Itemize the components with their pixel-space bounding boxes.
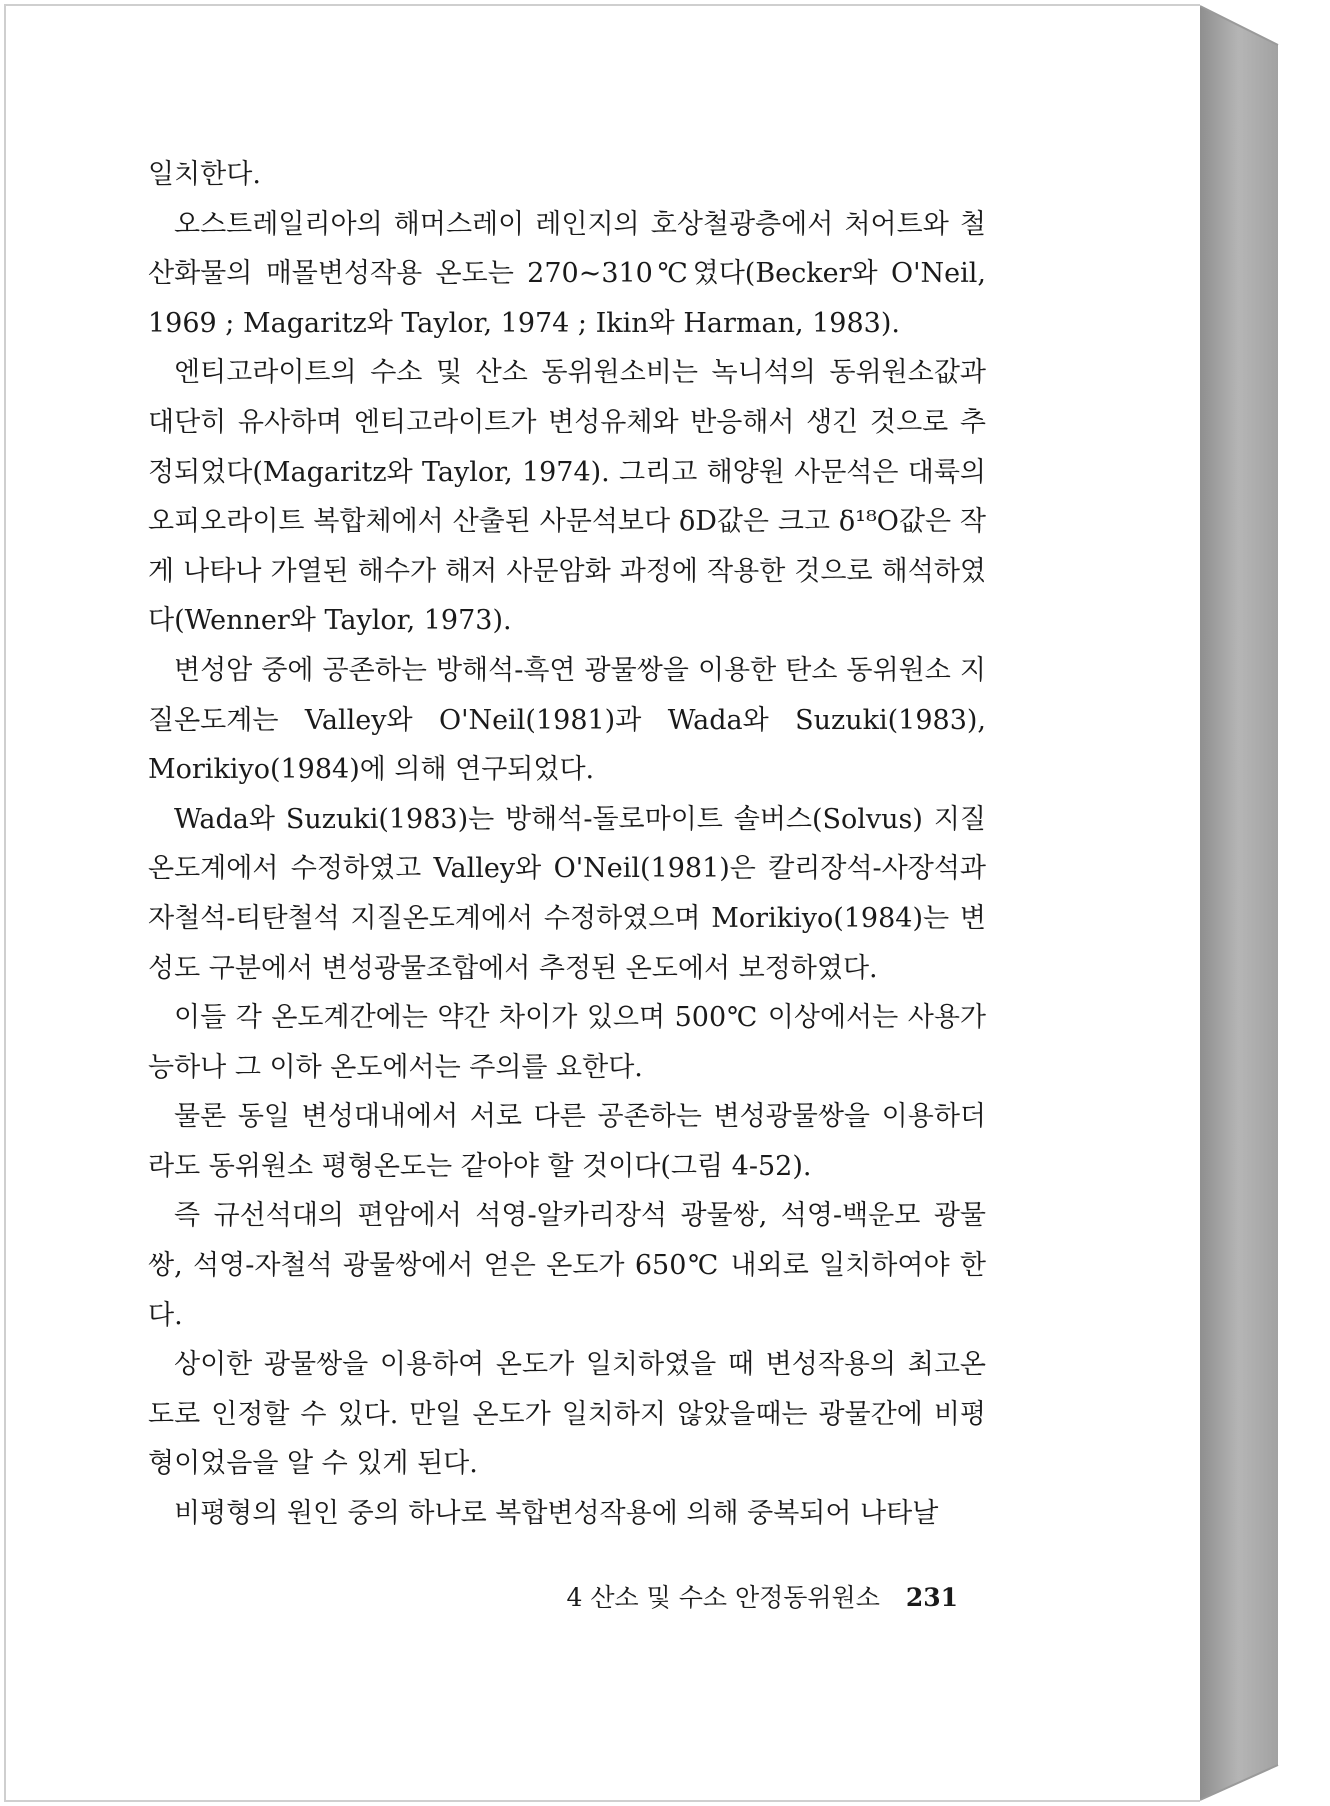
paragraph: 상이한 광물쌍을 이용하여 온도가 일치하였을 때 변성작용의 최고온도로 인정할 수 있다. 만일 온도가 일치하지 않았을때는 광물간에 비평형이었음을 알 수 있게 된다.: [148, 1349, 986, 1480]
paragraph: 물론 동일 변성대내에서 서로 다른 공존하는 변성광물쌍을 이용하더라도 동위원소 평형온도는 같아야 할 것이다(그림 4-52).: [148, 1101, 986, 1182]
paragraph: Wada와 Suzuki(1983)는 방해석-돌로마이트 솔버스(Solvus) 지질온도계에서 수정하였고 Valley와 O'Neil(1981)은 칼리장석-사장석과 자철석-티탄철석 지질온도계에서 수정하였으며 Morikiyo(1984)는 변성도 구분에서 변성광물조합에서 추정된 온도에서 보정하였다.: [148, 803, 986, 984]
paragraph: 비평형의 원인 중의 하나로 복합변성작용에 의해 중복되어 나타날: [174, 1498, 939, 1530]
paragraph: 즉 규선석대의 편암에서 석영-알카리장석 광물쌍, 석영-백운모 광물쌍, 석영-자철석 광물쌍에서 얻은 온도가 650℃ 내외로 일치하여야 한다.: [148, 1200, 986, 1331]
paragraph: 이들 각 온도계간에는 약간 차이가 있으며 500℃ 이상에서는 사용가능하나 그 이하 온도에서는 주의를 요한다.: [148, 1002, 986, 1083]
paragraph: 오스트레일리아의 해머스레이 레인지의 호상철광층에서 처어트와 철산화물의 매몰변성작용 온도는 270~310℃였다(Becker와 O'Neil, 1969 ; Magaritz와 Taylor, 1974 ; Ikin와 Harman, 1983).: [148, 208, 986, 339]
page-footer: [567, 1578, 959, 1614]
page-number: 231: [905, 1583, 958, 1612]
running-footer-title: 4 산소 및 수소 안정동위원소: [566, 1583, 880, 1612]
paragraph: 일치한다.: [148, 159, 261, 190]
paragraph: 변성암 중에 공존하는 방해석-흑연 광물쌍을 이용한 탄소 동위원소 지질온도계는 Valley와 O'Neil(1981)과 Wada와 Suzuki(1983), Morikiyo(1984)에 의해 연구되었다.: [148, 654, 986, 786]
paragraph: 엔티고라이트의 수소 및 산소 동위원소비는 녹니석의 동위원소값과 대단히 유사하며 엔티고라이트가 변성유체와 반응해서 생긴 것으로 추정되었다(Magaritz와 Taylor, 1974). 그리고 해양원 사문석은 대륙의 오피오라이트 복합체에서 산출된 사문석보다 δD값은 크고 δ¹⁸O값은 작게 나타나 가열된 해수가 해저 사문암화 과정에 작용한 것으로 해석하였다(Wenner와 Taylor, 1973).: [148, 357, 986, 637]
body-text: [148, 150, 986, 1539]
